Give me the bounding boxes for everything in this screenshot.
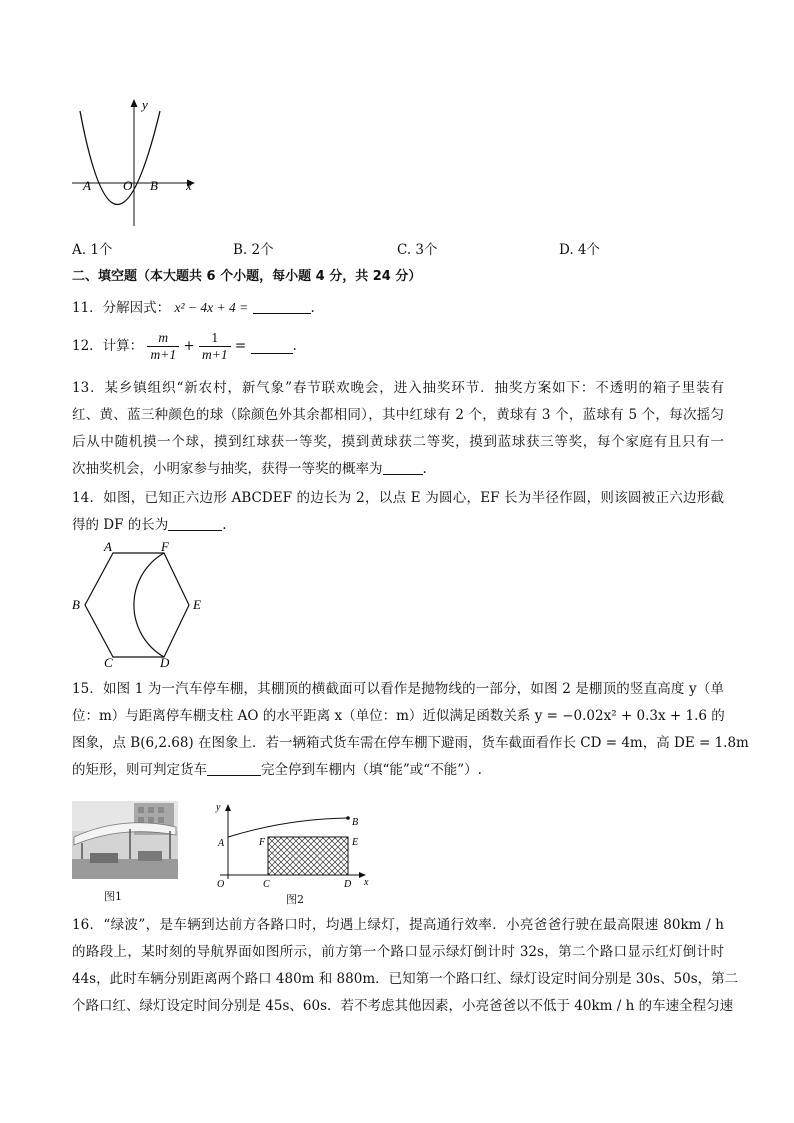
q12-fraction-2-denominator: m+1 [202, 347, 228, 362]
q15-line-1: 15．如图 1 为一汽车停车棚，其棚顶的横截面可以看作是抛物线的一部分，如图 2 是棚顶的竖直高度 y（单 [72, 681, 724, 697]
q13-line-1: 13．某乡镇组织“新农村，新气象”春节联欢晚会，进入抽奖环节．抽奖方案如下：不透明的箱子里装有 [72, 380, 724, 396]
arc-DF [134, 553, 164, 657]
q14-line-1: 14．如图，已知正六边形 ABCDEF 的边长为 2，以点 E 为圆心，EF 长为半径作圆，则该圆被正六边形截 [72, 490, 724, 506]
q12-plus: + [183, 338, 195, 354]
q10-option-b: B. 2个 [233, 242, 274, 258]
q12-fraction-1-denominator: m+1 [150, 347, 177, 362]
q14-line-2-text: 得的 DF 的长为 [72, 517, 169, 533]
q10-option-d: D. 4个 [559, 242, 601, 258]
q13-last-line-text: 次抽奖机会，小明家参与抽奖，获得一等奖的概率为 [72, 461, 383, 477]
q12-answer-blank[interactable] [251, 339, 293, 354]
label-A: A [218, 838, 225, 849]
q11-answer-blank[interactable] [253, 299, 311, 314]
point-B [346, 816, 350, 820]
q15-answer-blank[interactable] [207, 761, 261, 776]
q16-line-1: 16．“绿波”，是车辆到达前方各路口时，均遇上绿灯，提高通行效率．小亮爸爸行驶在最高限速 80km / h [72, 917, 724, 933]
q10-option-c: C. 3个 [397, 242, 438, 258]
q12-fraction-1 [147, 330, 179, 363]
q14-answer-blank[interactable] [168, 516, 222, 531]
label-y: y [216, 802, 221, 813]
label-x: x [186, 178, 192, 193]
q14-line-2 [72, 515, 227, 535]
label-C: C [263, 879, 270, 890]
q16-line-3: 44s，此时车辆分别距离两个路口 480m 和 880m．已知第一个路口红、绿灯设定时间分别是 30s、50s，第二 [72, 971, 739, 987]
q15-figure-2-caption: 图2 [286, 893, 304, 906]
label-A: A [83, 178, 91, 193]
label-F: F [161, 540, 169, 554]
q15-line-4-prefix: 的矩形，则可判定货车 [72, 762, 207, 778]
label-A: A [104, 540, 112, 554]
y-axis-arrow [131, 99, 138, 107]
parabola-arc [228, 818, 348, 837]
q12-fraction-2 [199, 330, 231, 363]
label-D: D [344, 879, 352, 890]
q12-fraction-1-numerator: m [147, 330, 179, 347]
q16-line-4: 个路口红、绿灯设定时间分别是 45s、60s．若不考虑其他因素，小亮爸爸以不低于 40km / h 的车速全程匀速 [72, 998, 734, 1014]
q13-answer-blank[interactable] [383, 460, 423, 475]
q16-line-2: 的路段上，某时刻的导航界面如图所示，前方第一个路口显示绿灯倒计时 32s，第二个路口显示红灯倒计时 [72, 944, 724, 960]
label-y: y [142, 97, 148, 112]
label-D: D [160, 655, 170, 670]
q12-equals: = [234, 338, 247, 354]
q12-fraction-2-numerator: 1 [199, 330, 231, 347]
q13-line-2: 红、黄、蓝三种颜色的球（除颜色外其余都相同），其中红球有 2 个，黄球有 3 个，蓝球有 5 个，每次摇匀 [72, 407, 724, 423]
q15-figure-1-caption: 图1 [104, 890, 122, 903]
label-O: O [123, 178, 133, 193]
label-C: C [104, 655, 113, 670]
label-E: E [193, 597, 201, 612]
truck-rectangle [268, 837, 348, 875]
section2-heading: 二、填空题（本大题共 6 个小题，每小题 4 分，共 24 分） [72, 269, 422, 284]
label-B: B [150, 178, 158, 193]
q14-suffix: . [222, 517, 227, 533]
y-axis-arrow [225, 804, 231, 811]
label-B: B [72, 597, 80, 612]
q15-figure-1-photo [72, 801, 178, 879]
parabola-curve [80, 111, 160, 205]
q10-parabola-figure [68, 96, 200, 230]
q15-figure-2-graph [206, 799, 376, 891]
q10-option-a: A. 1个 [72, 242, 113, 258]
q15-line-2: 位：m）与距离停车棚支柱 AO 的水平距离 x（单位：m）近似满足函数关系 y = −0.02x² + 0.3x + 1.6 的 [72, 708, 725, 724]
q13-line-4 [72, 459, 427, 479]
q11 [72, 298, 315, 318]
q13-suffix: . [422, 461, 427, 477]
label-B: B [352, 817, 359, 828]
q11-prefix: 11．分解因式： [72, 300, 171, 316]
label-F: F [259, 837, 266, 848]
q11-suffix: . [310, 300, 315, 316]
q12 [72, 328, 297, 364]
q12-suffix: . [292, 338, 297, 354]
q14-hexagon-figure [68, 540, 218, 670]
label-x: x [364, 877, 369, 888]
q13-line-3: 后从中随机摸一个球，摸到红球获一等奖，摸到黄球获二等奖，摸到蓝球获三等奖，每个家庭有且只有一 [72, 434, 724, 450]
q15-line-4-suffix: 完全停到车棚内（填“能”或“不能”）. [261, 762, 482, 778]
q15-line-4 [72, 760, 482, 780]
q15-line-3: 图象，点 B(6,2.68) 在图象上．若一辆箱式货车需在停车棚下避雨，货车截面看作长 CD = 4m，高 DE = 1.8m [72, 735, 749, 751]
regular-hexagon [85, 553, 189, 657]
label-E: E [352, 837, 359, 848]
label-O: O [217, 879, 225, 890]
q11-expression: x² − 4x + 4 = [174, 300, 249, 315]
q12-prefix: 12．计算： [72, 338, 144, 354]
